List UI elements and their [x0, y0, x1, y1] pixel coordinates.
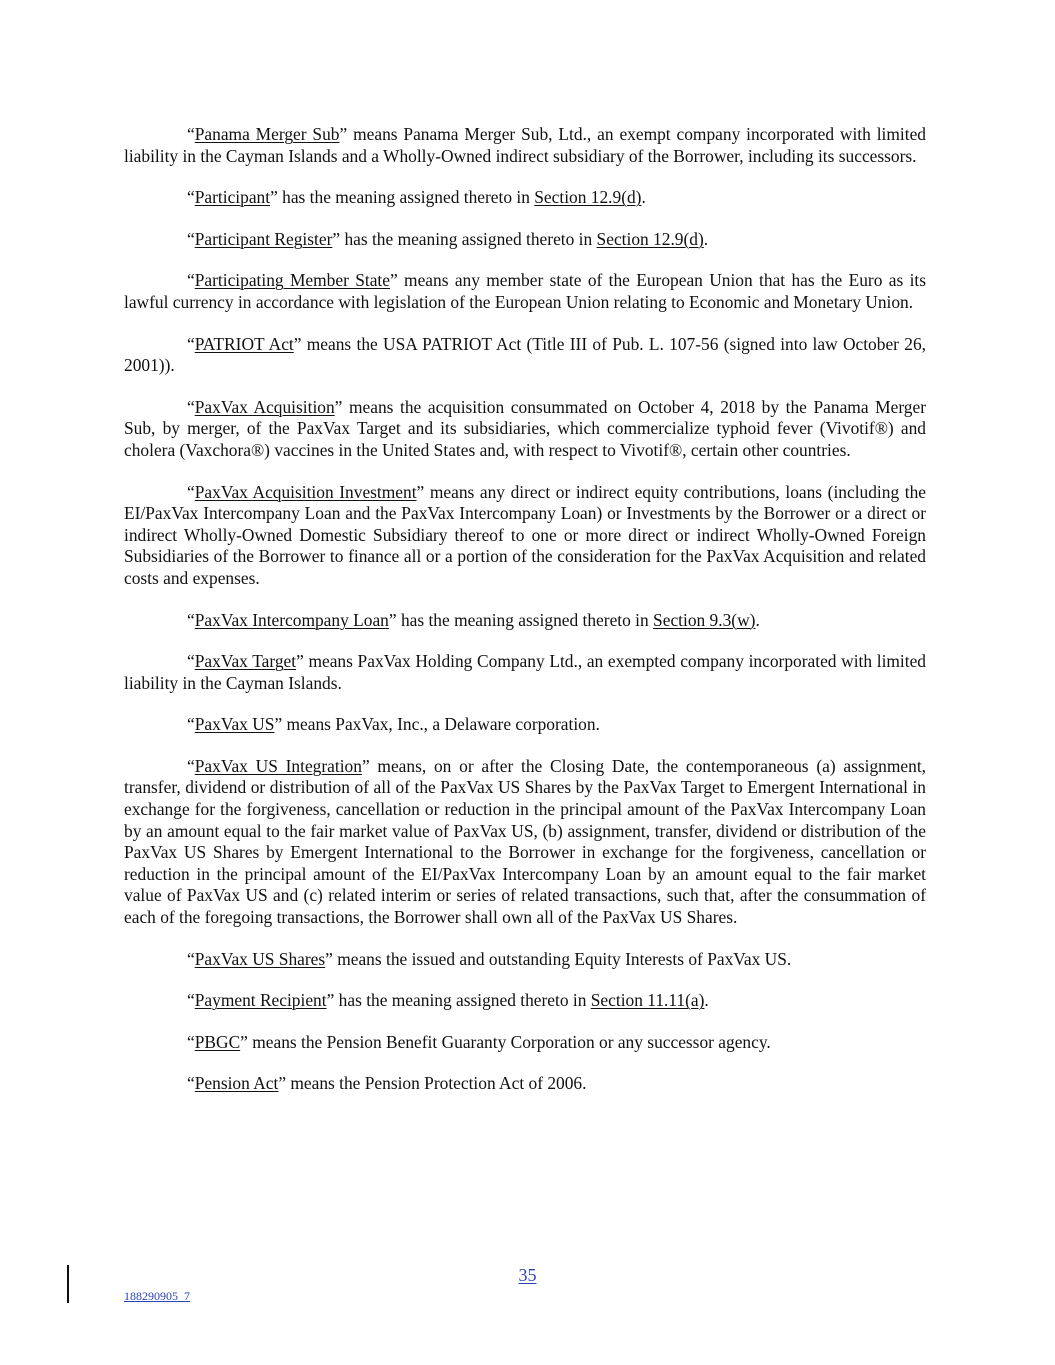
- term-pbgc: PBGC: [194, 1031, 241, 1052]
- term-participant: Participant: [194, 187, 271, 208]
- section-reference: Section 11.11(a): [590, 990, 705, 1011]
- term-pension-act: Pension Act: [194, 1073, 279, 1094]
- definition-paxvax-us: “PaxVax US” means PaxVax, Inc., a Delaware corporation.: [187, 714, 600, 735]
- definition-paxvax-intercompany-loan: “PaxVax Intercompany Loan” has the meaning assigned thereto in Section 9.3(w).: [187, 609, 760, 630]
- section-reference: Section 12.9(d): [534, 187, 642, 208]
- term-paxvax-acquisition: PaxVax Acquisition: [194, 396, 335, 417]
- term-payment-recipient: Payment Recipient: [194, 990, 327, 1011]
- term-panama-merger-sub: Panama Merger Sub: [194, 124, 340, 144]
- term-paxvax-target: PaxVax Target: [194, 651, 297, 672]
- term-paxvax-intercompany-loan: PaxVax Intercompany Loan: [194, 609, 389, 630]
- term-participant-register: Participant Register: [194, 228, 333, 249]
- section-reference: Section 9.3(w): [653, 609, 756, 630]
- definition-payment-recipient: “Payment Recipient” has the meaning assigned thereto in Section 11.11(a).: [187, 990, 709, 1011]
- definition-patriot-act: “PATRIOT Act” means the USA PATRIOT Act (Title III of Pub. L. 107-56 (signed into law October 26, 2001)).: [124, 333, 926, 376]
- definition-paxvax-us-integration: “PaxVax US Integration” means, on or after the Closing Date, the contemporaneous (a) assignment, transfer, dividend or distribution of all of the PaxVax US Shares by the PaxVax Target to Emergent International in exchange for the forgiveness, cancellation or reduction in the principal amount of the PaxVax Intercompany Loan by an amount equal to the fair market value of PaxVax US, (b) assignment, transfer, dividend or distribution of the PaxVax US Shares by Emergent International to the Borrower in exchange for the forgiveness, cancellation or reduction in the principal amount of the EI/PaxVax Intercompany Loan by an amount equal to the fair market value of PaxVax US and (c) related interim or series of related transactions, such that, after the consummation of each of the foregoing transactions, the Borrower shall own all of the PaxVax US Shares.: [124, 755, 926, 928]
- definition-participating-member-state: “Participating Member State” means any member state of the European Union that has the Euro as its lawful currency in accordance with legislation of the European Union relating to Economic and Monetary Union.: [124, 270, 926, 312]
- document-id: 188290905_7: [124, 1289, 190, 1303]
- page-number: 35: [518, 1265, 537, 1285]
- section-reference: Section 12.9(d): [596, 228, 704, 249]
- definition-panama-merger-sub: “Panama Merger Sub” means Panama Merger Sub, Ltd., an exempt company incorporated with limited liability in the Cayman Islands and a Wholly-Owned indirect subsidiary of the Borrower, including its successors.: [124, 124, 926, 166]
- term-participating-member-state: Participating Member State: [194, 270, 390, 291]
- definition-paxvax-us-shares: “PaxVax US Shares” means the issued and outstanding Equity Interests of PaxVax US.: [187, 948, 792, 969]
- term-paxvax-acquisition-investment: PaxVax Acquisition Investment: [194, 481, 417, 502]
- term-paxvax-us-shares: PaxVax US Shares: [194, 948, 326, 969]
- definition-participant: “Participant” has the meaning assigned thereto in Section 12.9(d).: [187, 187, 646, 208]
- definition-pbgc: “PBGC” means the Pension Benefit Guaranty Corporation or any successor agency.: [187, 1031, 771, 1052]
- definition-paxvax-acquisition-investment: “PaxVax Acquisition Investment” means any direct or indirect equity contributions, loans (including the EI/PaxVax Intercompany Loan and the PaxVax Intercompany Loan) or Investments by the Borrower or a direct or indirect Wholly-Owned Domestic Subsidiary thereof to one or more direct or indirect Wholly-Owned Foreign Subsidiaries of the Borrower to finance all or a portion of the consideration for the PaxVax Acquisition and related costs and expenses.: [124, 481, 926, 588]
- definition-participant-register: “Participant Register” has the meaning assigned thereto in Section 12.9(d).: [187, 228, 709, 249]
- definition-pension-act: “Pension Act” means the Pension Protection Act of 2006.: [187, 1073, 587, 1094]
- term-patriot-act: PATRIOT Act: [194, 333, 294, 354]
- term-paxvax-us-integration: PaxVax US Integration: [194, 755, 362, 776]
- definitions-section: [124, 124, 926, 1115]
- definition-paxvax-acquisition: “PaxVax Acquisition” means the acquisition consummated on October 4, 2018 by the Panama Merger Sub, by merger, of the PaxVax Target and its subsidiaries, which commercialize typhoid fever (Vivotif®) and cholera (Vaxchora®) vaccines in the United States and, with respect to Vivotif®, certain other countries.: [124, 396, 927, 460]
- definition-paxvax-target: “PaxVax Target” means PaxVax Holding Company Ltd., an exempted company incorporated with limited liability in the Cayman Islands.: [124, 651, 927, 693]
- term-paxvax-us: PaxVax US: [194, 714, 275, 735]
